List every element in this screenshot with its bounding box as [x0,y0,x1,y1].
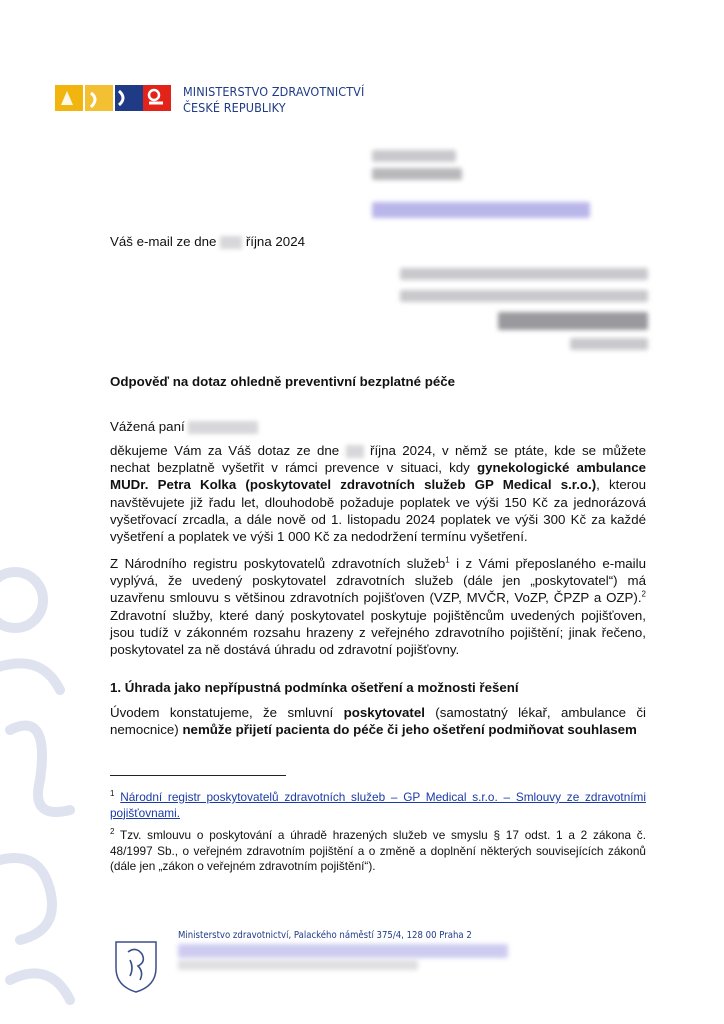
paragraph-3 [110,704,646,738]
footnote-1-number: 1 [110,789,115,799]
p1-b: října 2024, v němž se ptáte, kde se můžete nechat bezplatně vyšetřit v rámci prevence v situaci, kdy [110,443,646,476]
footer-address: Ministerstvo zdravotnictví, Palackého náměstí 375/4, 128 00 Praha 2 [178,930,472,941]
redacted-footer-contact-2 [178,960,418,970]
p2-a: Z Národního registru poskytovatelů zdravotních služeb [110,556,446,571]
redacted-footer-contact [178,944,508,958]
reference-prefix: Váš e-mail ze dne [110,234,217,249]
redacted-day [220,236,242,249]
ministry-name-line1: MINISTERSTVO ZDRAVOTNICTVÍ [183,84,365,99]
redacted-name [188,421,258,434]
p2-c: Zdravotní služby, které daný poskytovatel poskytuje pojištěncům uvedených pojišťoven, jsou tudíž v zákonném rozsahu hrazeny z veřejného zdravotního pojištění; jinak řečeno, poskytovatel za ně dostává úhradu od zdravotní pojišťovny. [110,607,646,658]
ministry-name [183,84,364,116]
reference-suffix: října 2024 [245,234,305,249]
footnote-1-link[interactable]: Národní registr poskytovatelů zdravotních služeb – GP Medical s.r.o. – Smlouvy ze zdravotními pojišťovnami. [110,790,646,820]
footnote-2-number: 2 [110,827,115,837]
redacted-ref-1 [400,268,648,280]
salutation [110,418,646,435]
footnote-ref-2: 2 [641,589,646,599]
redacted-ref-4 [570,338,648,350]
salutation-text: Vážená paní [110,419,185,434]
p3-bold-1: poskytovatel [343,705,425,720]
p1-a: děkujeme Vám za Váš dotaz ze dne [110,443,340,458]
p2-b: i z Vámi přeposlaného e-mailu vyplývá, že uvedený poskytovatel zdravotních služeb (dále jen „poskytovatel“) má uzavřenu smlouvu s většinou zdravotních pojišťoven (VZP, MVČR, VoZP, ČPZP a OZP). [110,556,646,606]
p3-a: Úvodem konstatujeme, že smluvní [110,705,334,720]
letter-subject: Odpověď na dotaz ohledně preventivní bezplatné péče [110,374,455,389]
side-decoration-icon [0,560,110,1024]
redacted-ref-2 [400,290,648,302]
paragraph-2 [110,555,646,658]
footnote-2-text: Tzv. smlouvu o poskytování a úhradě hrazených služeb ve smyslu § 17 odst. 1 a 2 zákona č. 48/1997 Sb., o veřejném zdravotním pojištění a o změně a doplnění některých souvisejících zákonů (dále jen „zákon o veřejném zdravotním pojištění“). [110,828,646,873]
footnote-1 [110,790,646,821]
p3-b: (samostatný lékař, ambulance či nemocnice) [110,705,646,738]
footnote-separator [110,775,286,776]
section-1-heading: 1. Úhrada jako nepřípustná podmínka ošetření a možnosti řešení [110,680,519,695]
redacted-recipient-line1 [372,150,456,162]
redacted-recipient-email [372,202,590,218]
logo-glyphs-icon [55,85,171,111]
footnote-2 [110,828,646,875]
p1-bold-provider: gynekologické ambulance MUDr. Petra Kolka (poskytovatel zdravotních služeb GP Medical s.r.o.) [110,460,646,493]
czech-coat-of-arms-icon [112,938,160,994]
reference-line [110,233,646,250]
paragraph-1 [110,442,646,545]
footnote-ref-1: 1 [445,555,450,565]
redacted-day-2 [346,445,364,458]
redacted-ref-3 [498,312,648,330]
ministry-name-line2: ČESKÉ REPUBLIKY [183,100,286,115]
p3-bold-2: nemůže přijetí pacienta do péče či jeho ošetření podmiňovat souhlasem [182,722,637,738]
redacted-recipient-line2 [372,168,462,180]
p1-c: , kterou navštěvujete již řadu let, dlouhodobě požaduje poplatek ve výši 150 Kč za jednorázová vyšetřovací zrcadla, a dále nově od 1. listopadu 2024 poplatek ve výši 300 Kč za každé vyšetření a poplatek ve výši 1 000 Kč za nedodržení termínu vyšetření. [110,477,646,545]
